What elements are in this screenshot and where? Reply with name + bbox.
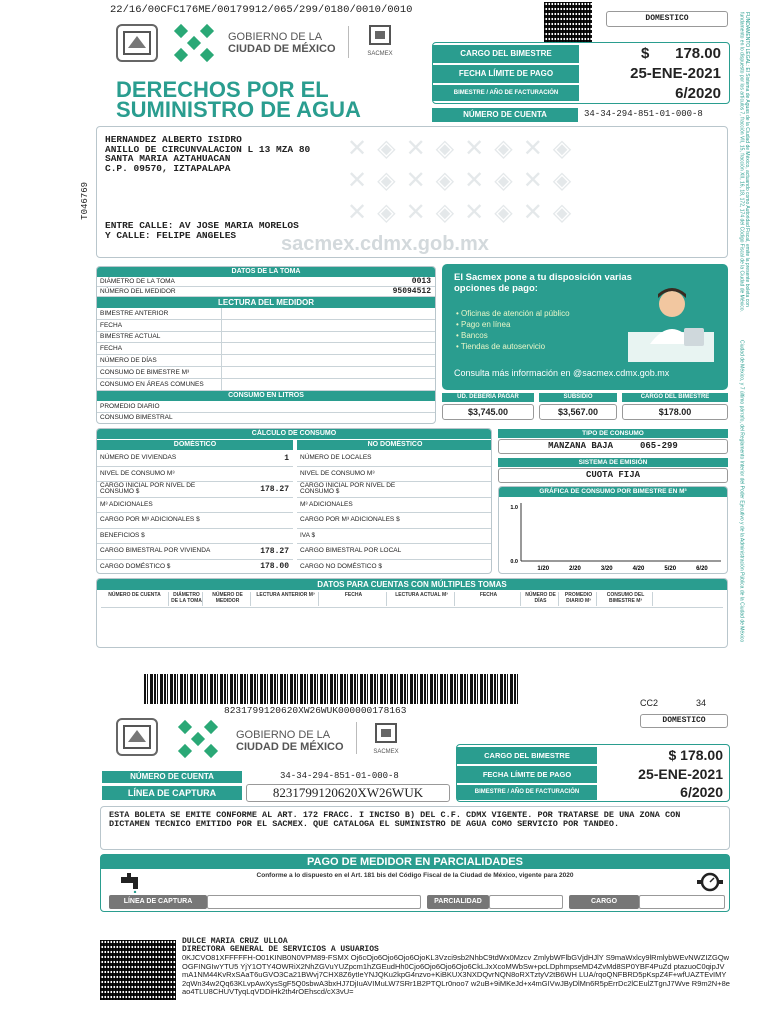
domestico-row: CARGO BIMESTRAL POR VIVIENDA 178.27	[97, 544, 293, 560]
watermark-pattern: ✕◈✕◈✕◈✕◈ ✕◈✕◈✕◈✕◈ ✕◈✕◈✕◈✕◈	[347, 135, 582, 226]
litros-row: PROMEDIO DIARIO	[97, 401, 435, 413]
barcode-number: 8231799120620XW26WUK000000178163	[224, 705, 407, 716]
cc-number: 34	[696, 698, 707, 708]
parcial-header: PAGO DE MEDIDOR EN PARCIALIDADES	[101, 855, 729, 869]
summary-box	[432, 42, 730, 104]
qr-code-bottom	[100, 940, 176, 1000]
notice-text: ESTA BOLETA SE EMITE CONFORME AL ART. 172 FRACC. I INCISO B) DEL C.F. CDMX VIGENTE. POR TRATARSE DE UNA ZONA CON DICTAMEN TECNICO EMITIDO POR EL SACMEX. QUE CATALOGA EL SUMINISTRO DE AGUA COMO SERVICIO POR TANDEO.	[109, 810, 681, 829]
multi-column-header: LECTURA ACTUAL M³	[389, 592, 455, 606]
cuenta-label: NÚMERO DE CUENTA	[432, 108, 578, 122]
chart-panel	[498, 486, 728, 574]
stub-cdmx-logo	[174, 716, 222, 762]
parcial-sub: Conforme a lo dispuesto en el Art. 181 bis del Código Fiscal de la Ciudad de México, vigente para 2020	[256, 872, 574, 879]
chart-title: GRÁFICA DE CONSUMO POR BIMESTRE EN M³	[499, 487, 727, 497]
stub-linea-value: 8231799120620XW26WUK	[246, 784, 450, 802]
chart-x-tick-label: 6/20	[696, 566, 708, 572]
sacmex-emblem-icon	[368, 24, 392, 46]
toma-header: DATOS DE LA TOMA	[97, 267, 435, 277]
promo-item: • Bancos	[456, 331, 488, 340]
cdmx-emblem-icon	[174, 716, 222, 762]
lectura-row: FECHA	[97, 320, 435, 332]
chart-x-tick-label: 3/20	[600, 566, 613, 572]
shield-icon	[118, 26, 156, 60]
multi-column-header: LECTURA ANTERIOR M³	[253, 592, 319, 606]
promo-item: • Tiendas de autoservicio	[456, 342, 546, 351]
cuenta-value: 34-34-294-851-01-000-8	[584, 109, 703, 119]
domestico-row: NÚMERO DE VIVIENDAS 1	[97, 451, 293, 467]
chart-x-tick-label: 1/20	[537, 566, 550, 572]
cargo-bimestre-value: $178.00	[622, 404, 728, 420]
parcial-linea-field	[207, 895, 421, 909]
lectura-row: FECHA	[97, 343, 435, 355]
cargo-bimestre-header: CARGO DEL BIMESTRE	[622, 393, 728, 402]
subsidy-table	[442, 393, 728, 423]
calculo-panel	[96, 428, 492, 574]
litros-row: CONSUMO BIMESTRAL	[97, 413, 435, 425]
tipo-code: 065-299	[640, 441, 678, 451]
multi-column-header: CONSUMO DEL BIMESTRE M³	[599, 592, 653, 606]
promo-footer: Consulta más información en @sacmex.cdmx.gob.mx	[454, 368, 670, 378]
toma-panel	[96, 266, 436, 424]
no-domestico-row: CARGO BIMESTRAL POR LOCAL	[297, 544, 492, 560]
faucet-icon	[119, 871, 145, 898]
stub-cargo-label: CARGO DEL BIMESTRE	[457, 747, 597, 764]
fecha-value: 25-ENE-2021	[630, 65, 721, 82]
chart-x-tick-label: 4/20	[632, 566, 645, 572]
no-domestico-row: NÚMERO DE LOCALES	[297, 451, 492, 467]
cargo-value: 178.00	[675, 45, 721, 62]
domestico-tag: DOMESTICO	[606, 11, 728, 27]
bimestre-value: 6/2020	[675, 85, 721, 102]
lectura-row: CONSUMO EN ÁREAS COMUNES	[97, 379, 435, 391]
signer-name: DULCE MARIA CRUZ ULLOA	[182, 937, 288, 946]
stub-bimestre-label: BIMESTRE / AÑO DE FACTURACIÓN	[457, 785, 597, 800]
chart-y-tick-label: 0.0	[510, 559, 518, 565]
fecha-label: FECHA LÍMITE DE PAGO	[433, 65, 579, 83]
multi-column-header: NÚMERO DE MEDIDOR	[205, 592, 251, 606]
qr-code-top	[544, 2, 592, 42]
domestico-row: M³ ADICIONALES	[97, 498, 293, 514]
tipo-value: MANZANA BAJA	[548, 441, 613, 451]
stub-bimestre-value: 6/2020	[680, 784, 723, 800]
chart-x-tick-label: 5/20	[664, 566, 677, 572]
signer-role: DIRECTORA GENERAL DE SERVICIOS A USUARIOS	[182, 945, 379, 954]
no-domestico-header: NO DOMÉSTICO	[297, 440, 492, 450]
stub-sacmex-logo: SACMEX	[366, 722, 406, 755]
domestico-row: NIVEL DE CONSUMO M³	[97, 467, 293, 483]
barcode	[144, 674, 518, 704]
gov-shield-logo	[116, 24, 158, 62]
stub-fecha-value: 25-ENE-2021	[638, 766, 723, 782]
domestico-row: CARGO INICIAL POR NIVEL DE CONSUMO $ 178.27	[97, 482, 293, 498]
address-box	[96, 126, 728, 258]
cc-label: CC2	[640, 698, 659, 708]
address-block: HERNANDEZ ALBERTO ISIDRO ANILLO DE CIRCUNVALACION L 13 MZA 80 SANTA MARIA AZTAHUACAN C.P. 09570, IZTAPALAPA	[105, 134, 311, 174]
stub-cuenta-label: NÚMERO DE CUENTA	[102, 771, 242, 783]
sacmex-logo: SACMEX	[360, 24, 400, 57]
page-title: DERECHOS POR EL SUMINISTRO DE AGUA	[116, 77, 361, 122]
parcial-linea-label: LÍNEA DE CAPTURA	[109, 895, 207, 909]
no-domestico-row: CARGO POR M³ ADICIONALES $	[297, 513, 492, 529]
logo-divider	[348, 26, 349, 58]
calculo-header: CÁLCULO DE CONSUMO	[97, 429, 491, 439]
meter-icon	[697, 871, 723, 898]
multi-header-line	[101, 607, 723, 608]
cargo-label: CARGO DEL BIMESTRE	[433, 45, 579, 63]
side-code: T046769	[80, 182, 90, 220]
promo-list	[456, 308, 570, 352]
tipo-box	[498, 439, 728, 454]
parcial-parcialidad-label: PARCIALIDAD	[427, 895, 489, 909]
stub-cargo-value: $ 178.00	[668, 747, 723, 763]
stub-fecha-label: FECHA LÍMITE DE PAGO	[457, 766, 597, 783]
watermark-url: sacmex.cdmx.gob.mx	[281, 233, 489, 255]
lectura-row: CONSUMO DE BIMESTRE M³	[97, 367, 435, 379]
between-streets: ENTRE CALLE: AV JOSE MARIA MORELOS Y CALLE: FELIPE ANGELES	[105, 220, 299, 241]
shield-icon	[118, 720, 156, 754]
promo-panel	[442, 264, 728, 390]
multi-column-header: DIÁMETRO DE LA TOMA	[171, 592, 202, 604]
lectura-header: LECTURA DEL MEDIDOR	[97, 297, 435, 308]
domestico-rows	[97, 451, 293, 574]
parcial-parcialidad-field	[489, 895, 563, 909]
stub-linea-label: LÍNEA DE CAPTURA	[102, 786, 242, 800]
digital-seal: 0KJCVO81XFFFFFH-O01KINB0N0VPM89-FSMX Oj6cOjo6Ojo6Ojo6OjoKL3Vzci9sb2NhbC9tdWx0Mzcv ZmlybWFlbGVjdHJlY S9maWxlcy9lRmlybWEvNWZIZGQwOGFINGIwYTU5 YjY1OTY4OWRiX2NhZGVuYUZpcm1hZGEudHh0Cjo6Ojo6Ojo6Ojo6CkLJxXcoMWbSw+pcLDphmpseMD4ZvMd8SP0YBF4PuZd ptazuoC0qipJVmA1NM44KvRxSAaT6uGVO3Ca21BWvj7CHX8Z6ytIeYNJQKu2kpG4nzvo+KiBKUX3NXDQvrNQN8oRXTztyV2tB6WH LUA/rqoQNFBRD5pKspZ4F+wfUAZTEvIMY2qWn34w2Qq63KLvpAwXysSgF5Q0sbwA3bxHJ7DjIuAVIMuLW7SRr1B2PTQLr0noo7 w2uB+9iMKeJd+x4mGIVwJByDlMn6R5pErrDc2lCEulZTgnJ7Wve R9m2N+8eao4TLU8CHUVTyqLqVDDiHk2th4rOEhscd/cX3vU=	[182, 953, 730, 996]
notice-box	[100, 806, 730, 850]
stub-summary-box	[456, 744, 730, 802]
lectura-row: BIMESTRE ACTUAL	[97, 332, 435, 344]
deberia-value: $3,745.00	[442, 404, 534, 420]
deberia-header: UD. DEBERÍA PAGAR	[442, 393, 534, 402]
cdmx-emblem-icon	[170, 20, 218, 66]
multi-panel	[96, 578, 728, 648]
promo-title: El Sacmex pone a tu disposición varias opciones de pago:	[454, 272, 632, 294]
domestico-row: BENEFICIOS $	[97, 529, 293, 545]
signature-block	[182, 938, 730, 997]
domestico-row: CARGO DOMÉSTICO $ 178.00	[97, 560, 293, 575]
domestico-header: DOMÉSTICO	[97, 440, 293, 450]
no-domestico-row: NIVEL DE CONSUMO M³	[297, 467, 492, 483]
multi-column-header: PROMEDIO DIARIO M³	[561, 592, 597, 606]
parcial-cargo-field	[639, 895, 725, 909]
side-legal-text-2: Ciudad de México, y 7 último párrafo, del Reglamento Interior del Poder Ejecutivo y de la Administración Pública de la Ciudad de México	[738, 340, 745, 643]
chart-x-tick-label: 2/20	[569, 566, 581, 572]
chart-y-tick-label: 1.0	[510, 505, 518, 511]
lectura-row: BIMESTRE ANTERIOR	[97, 308, 435, 320]
multi-column-header: FECHA	[457, 592, 521, 606]
consumption-chart	[499, 497, 728, 574]
subsidio-value: $3,567.00	[539, 404, 617, 420]
multi-column-header: NÚMERO DE DÍAS	[523, 592, 559, 606]
parcial-cargo-label: CARGO	[569, 895, 639, 909]
parcial-panel	[100, 854, 730, 912]
multi-column-header: FECHA	[321, 592, 387, 606]
diametro-row: DIÁMETRO DE LA TOMA 0013	[97, 277, 435, 287]
no-domestico-row: CARGO NO DOMÉSTICO $	[297, 560, 492, 575]
promo-person-illustration	[628, 284, 714, 362]
sacmex-emblem-icon	[374, 722, 398, 744]
tipo-header: TIPO DE CONSUMO	[498, 429, 728, 438]
stub-gov-shield-logo	[116, 718, 158, 756]
litros-header: CONSUMO EN LITROS	[97, 391, 435, 401]
faucet-icon	[119, 871, 145, 893]
promo-item: • Oficinas de atención al público	[456, 309, 570, 318]
stub-domestico-tag: DOMESTICO	[640, 714, 728, 728]
gov-logo-text: GOBIERNO DE LA CIUDAD DE MÉXICO	[228, 31, 336, 55]
bimestre-label: BIMESTRE / AÑO DE FACTURACIÓN	[433, 85, 579, 101]
person-icon	[628, 284, 714, 362]
stub-cuenta-value: 34-34-294-851-01-000-8	[280, 771, 399, 781]
side-legal-text: FUNDAMENTO LEGAL: El Sistema de Aguas de la Ciudad de México, actuando como Autoridad Fiscal, emite la presente boleta con fundamento en lo dispuesto por los artículos 7, fracción VII, 15, fracción XII, 16, 18, 172, 174 del Código Fiscal de la Ciudad de México.	[738, 12, 750, 312]
sistema-header: SISTEMA DE EMISIÓN	[498, 458, 728, 467]
no-domestico-row: IVA $	[297, 529, 492, 545]
no-domestico-row: M³ ADICIONALES	[297, 498, 492, 514]
header-code: 22/16/00CFC176ME/00179912/065/299/0180/0010/0010	[110, 4, 413, 16]
promo-item: • Pago en línea	[456, 320, 511, 329]
no-domestico-rows	[297, 451, 492, 574]
cdmx-logo	[170, 20, 218, 66]
stub-logo-divider	[356, 722, 357, 754]
no-domestico-row: CARGO INICIAL POR NIVEL DE CONSUMO $	[297, 482, 492, 498]
multi-header: DATOS PARA CUENTAS CON MÚLTIPLES TOMAS	[97, 579, 727, 590]
stub-gov-logo-text: GOBIERNO DE LA CIUDAD DE MÉXICO	[236, 729, 344, 753]
cargo-currency: $	[641, 45, 650, 62]
medidor-row: NÚMERO DEL MEDIDOR 95094512	[97, 287, 435, 297]
multi-column-header: NÚMERO DE CUENTA	[101, 592, 169, 606]
domestico-row: CARGO POR M³ ADICIONALES $	[97, 513, 293, 529]
water-meter-icon	[697, 871, 723, 893]
sistema-value: CUOTA FIJA	[498, 468, 728, 483]
subsidio-header: SUBSIDIO	[539, 393, 617, 402]
lectura-row: NÚMERO DE DÍAS	[97, 355, 435, 367]
